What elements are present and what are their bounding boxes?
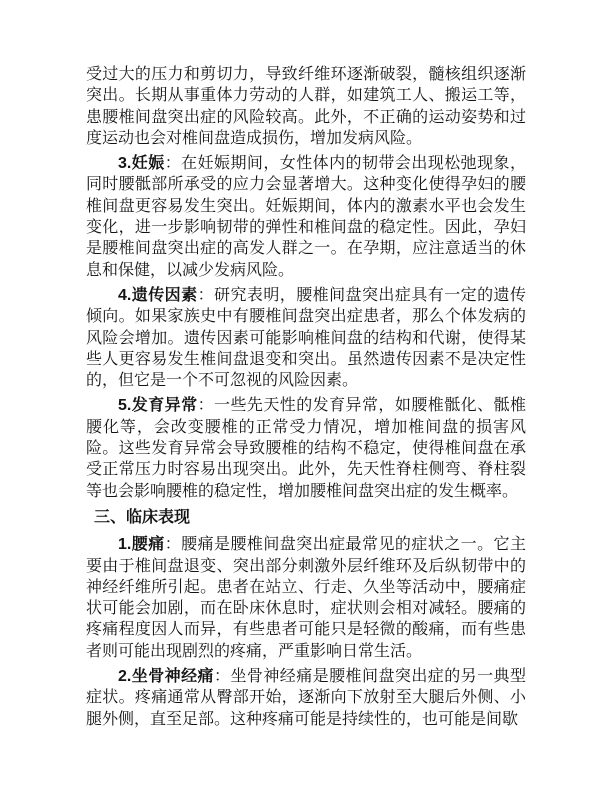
paragraph (86, 64, 526, 149)
paragraph (86, 395, 526, 501)
paragraph (86, 666, 526, 730)
paragraph-label: 1.腰痛 (118, 536, 165, 554)
paragraph-text: ：一些先天性的发育异常，如腰椎骶化、骶椎腰化等，会改变腰椎的正常受力情况，增加椎间盘的损害风险。这些发育异常会导致腰椎的结构不稳定，使得椎间盘在承受正常压力时容易出现突出。此外，先天性脊柱侧弯、脊柱裂等也会影响腰椎的稳定性，增加腰椎间盘突出症的发生概率。 (86, 397, 526, 500)
paragraph-text: ：研究表明，腰椎间盘突出症具有一定的遗传倾向。如果家族史中有腰椎间盘突出症患者，那么个体发病的风险会增加。遗传因素可能影响椎间盘的结构和代谢，使得某些人更容易发生椎间盘退变和突出。虽然遗传因素不是决定性的，但它是一个不可忽视的风险因素。 (86, 286, 526, 390)
paragraph-label: 4.遗传因素 (118, 286, 198, 304)
paragraph-text: ：在妊娠期间，女性体内的韧带会出现松弛现象，同时腰骶部所承受的应力会显著增大。这种变化使得孕妇的腰椎间盘更容易发生突出。妊娠期间，体内的激素水平也会发生变化，进一步影响韧带的弹性和椎间盘的稳定性。因此，孕妇是腰椎间盘突出症的高发人群之一。在孕期，应注意适当的休息和保健，以减少发病风险。 (86, 155, 526, 279)
paragraph (86, 153, 526, 281)
section-heading: 三、临床表现 (94, 508, 191, 526)
paragraph-label: 2.坐骨神经痛 (118, 668, 215, 686)
paragraph-label: 3.妊娠 (118, 155, 165, 173)
paragraph-text: 受过大的压力和剪切力，导致纤维环逐渐破裂，髓核组织逐渐突出。长期从事重体力劳动的人群，如建筑工人、搬运工等，患腰椎间盘突出症的风险较高。此外，不正确的运动姿势和过度运动也会对椎间盘造成损伤，增加发病风险。 (86, 66, 526, 147)
paragraph (86, 285, 526, 391)
document-body (86, 64, 526, 734)
paragraph (86, 534, 526, 662)
paragraph-text: ：腰痛是腰椎间盘突出症最常见的症状之一。它主要由于椎间盘退变、突出部分刺激外层纤维环及后纵韧带中的神经纤维所引起。患者在站立、行走、久坐等活动中，腰痛症状可能会加剧，而在卧床休息时，症状则会相对减轻。腰痛的疼痛程度因人而异，有些患者可能只是轻微的酸痛，而有些患者则可能出现剧烈的疼痛，严重影响日常生活。 (86, 536, 526, 660)
paragraph-text: ：坐骨神经痛是腰椎间盘突出症的另一典型症状。疼痛通常从臀部开始，逐渐向下放射至大腿后外侧、小腿外侧，直至足部。这种疼痛可能是持续性的，也可能是间歇 (86, 668, 526, 728)
paragraph-label: 5.发育异常 (118, 397, 198, 415)
